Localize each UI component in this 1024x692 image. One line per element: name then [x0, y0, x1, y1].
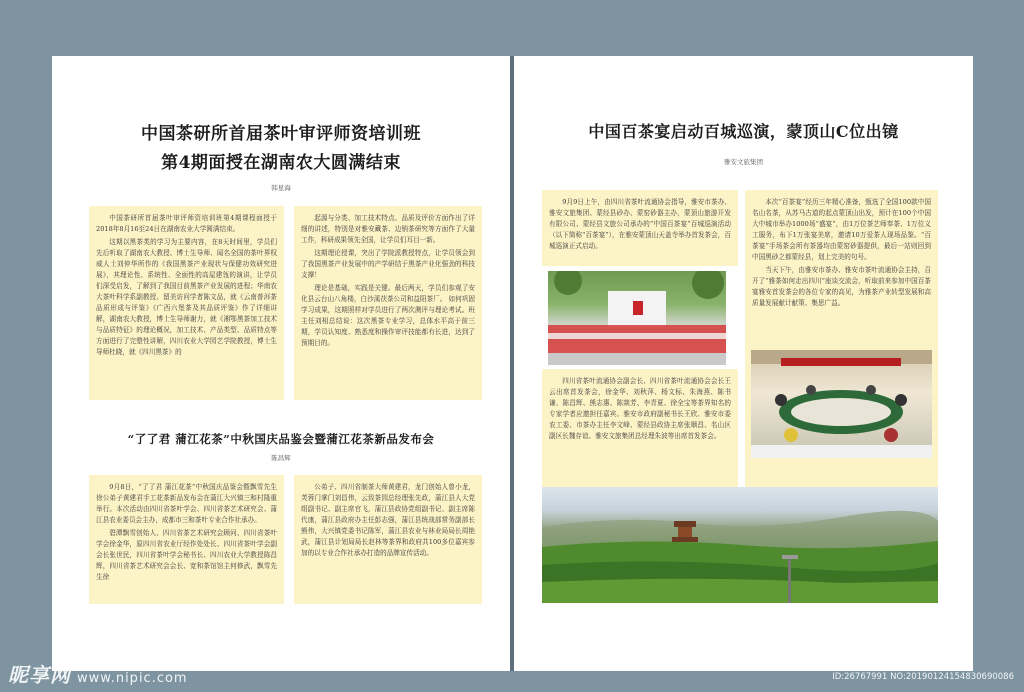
article1-column-2 [294, 206, 482, 400]
article1-c1-p2: 这期以黑茶类的学习为主要内容，在8天时间里，学员们先后听取了湖南农大教授、博士生导师、闻名全国的茶叶界权威人士刘仲华所作的《我国黑茶产业现状与保健功效研究进展》，其理论性、系统性、全面性的高屋建瓴的演讲，让学员们深受启发，了解到了我国目前黑茶产业发展的进程；华南农大茶叶科学系副教授、留美访问学者陈文品，就《云南普洱茶品质形成与评鉴》《广西六堡茶及其品质评鉴》作了详细讲解，湖南农大教授，博士生导师谢力，就《湘鄂黑茶加工技术与品质特征》的理论概况，加工技术、产品类型、品质特点等方面进行了完整性讲解，四川农业大学园艺学院教授，博士生导师杜晓，就《四川黑茶》的 [96, 238, 277, 356]
article3-author: 雅安文旅集团 [724, 158, 763, 166]
article3-column-1-top [542, 190, 738, 266]
article1-title-line1: 中国茶研所首届茶叶审评师资培训班 [141, 124, 421, 144]
article1-c2-p2: 这期理论授课，突出了学院派教授特点，让学员领会到了我国黑茶产业发展中的产学研结于黑茶产业化强劲的科技支撑！ [301, 249, 475, 279]
landscape-photo-image [542, 487, 938, 603]
article2-title: “了了君 蒲江花茶”中秋国庆品鉴会暨蒲江花茶新品发布会 [127, 432, 435, 446]
image-id-tag: ID:26767991 NO:20190124154830690086 [832, 672, 1014, 682]
article2-column-2 [294, 475, 482, 604]
article3-c1-p1: 9月9日上午，由四川省茶叶流通协会指导，雅安市茶办、雅安文旅集团、蒙经县砂办、蒙窑砂器主办，蒙顶山旅游开发有限公司、蒙经县文旅公司承办的“中国百茶宴”百城巡演活动（以下简称“百茶宴”），在雅安蒙顶山天盖寺举办首发茶会，百城巡演正式启动。 [549, 198, 731, 250]
meeting-photo [751, 350, 932, 458]
watermark-logo [8, 659, 188, 688]
article3-c2-p2: 当天下午，由雅安市茶办、雅安市茶叶流通协会主持，召开了“雅茶如何走出四川”座谈交流会，听取前来参加中国百茶宴雅安首发茶会的各位专家的高见，为雅茶产业转型发展和高质量发展献计献策、集思广益。 [752, 266, 931, 307]
article3-title: 中国百茶宴启动百城巡演，蒙顶山C位出镜 [588, 122, 899, 141]
article3-c2-p1: 本次“百茶宴”经历三年精心准备，甄选了全国100款中国名山名茶，从苏马古道的起点蒙顶山出发，预计在100个中国大中城市举办1000场“盛宴”，由1万位茶艺师奉茶、1万位义工服务，布下1万张宴美席，邀请10万爱茶人现场品鉴。“百茶宴”手场茶会所有茶器均由蒙窑砂器提供，最后一站则回到中国黑砂之都蒙经县，划上完美的句号。 [752, 198, 931, 261]
meeting-photo-image [751, 350, 932, 458]
article2-column-1 [89, 475, 284, 604]
article1-c1-p1: 中国茶研所首届茶叶审评师资培训班第4期课程面授于2018年8月16至24日在湖南农业大学圆满结束。 [96, 214, 277, 233]
article2-author: 陈昌辉 [271, 454, 291, 462]
article1-title-line2: 第4期面授在湖南农大圆满结束 [161, 153, 401, 173]
article2-c1-p1: 9月8日，“了了君 蒲江花茶”中秋国庆品鉴会暨飘雪先生徐公弟子黄建君手工花茶新品发布会在蒲江大兴镇三和村隆重举行。本次活动由四川省茶叶学会、四川省茶艺术研究会、蒲江县农业委员会主办，成都市三和茶叶专业合作社承办。 [96, 483, 277, 524]
group-photo-image [548, 271, 726, 365]
article1-c2-p3: 理论是基础，实践是关键。最后两天，学员们参观了安化县云台山八角楼，白沙溪茯茶公司和益阳茶厂。 如何巩固学习成果，这期照样对学员进行了两次测评与理论考试。班主任刘相总结说：这次黑茶专业学习，总体水平高于前三期，学员认知度、熟悉度和操作审评技能都有长进，达到了预期目的。 [301, 284, 475, 347]
article1-c2-p1: 起源与分类、加工技术特点、品质及评价方面作出了详细的讲述，特别是对雅安藏茶、边销茶研究等方面作了大量工作，科研成果领先全国，让学员们耳目一新。 [301, 214, 475, 244]
article1-column-1 [89, 206, 284, 400]
article3-c1-p2: 四川省茶叶流通协会副会长、四川省茶叶流通协会会长王云出席首发茶会，徐金华、刘秋萍、杨文标、朱海燕、陈书谦、陈昌辉、熊志惠、陈燚芳、李青夏、徐全宝等茶界知名的专家学者应邀担任嘉宾。雅安市政府副秘书长王欣、雅安市委农工委、市茶办主任李文峰、蒙经县政协主席张顺昌、名山区副区长魏存谊、雅安文旅集团总经理朱波等出席首发茶会。 [549, 377, 731, 440]
left-page [52, 56, 510, 671]
tea-garden-landscape-photo [542, 487, 938, 603]
article2-c2-p1: 公弟子、四川省制茶大师黄建君，龙门创始人曾小龙，芙蓉门掌门刘昌伟，云致茶园总经理张先政，蒲江县人大党组副书记、副主席官飞，蒲江县政协党组副书记、副主席陈代康，蒲江县政府办主任彭志强，蒲江县统战部常务副部长熊伟，大兴镇党委书记陈军，蒲江县农业与林业局局长周艳武，蒲江县计划局局长赵林等茶界和政府共100多位嘉宾参加的以专业合作社承办打造的品牌宣传活动。 [301, 483, 475, 557]
right-page [514, 56, 973, 671]
article2-c1-p2: 碧潭飘雪创始人、四川省茶艺术研究会顾问、四川省茶叶学会徐金华，原四川省农业厅经作处处长、四川省茶叶学会副会长张世民，四川省茶叶学会秘书长、四川农业大学教授陈昌辉，四川省茶艺术研究会会长、宽和茶馆馆主何修武，飘雪先生徐 [96, 529, 277, 581]
watermark-url: www.nipic.com [77, 671, 188, 686]
group-photo [548, 271, 726, 365]
article1-author: 韩星海 [271, 184, 291, 192]
watermark-brand: 昵享网 [8, 663, 71, 687]
